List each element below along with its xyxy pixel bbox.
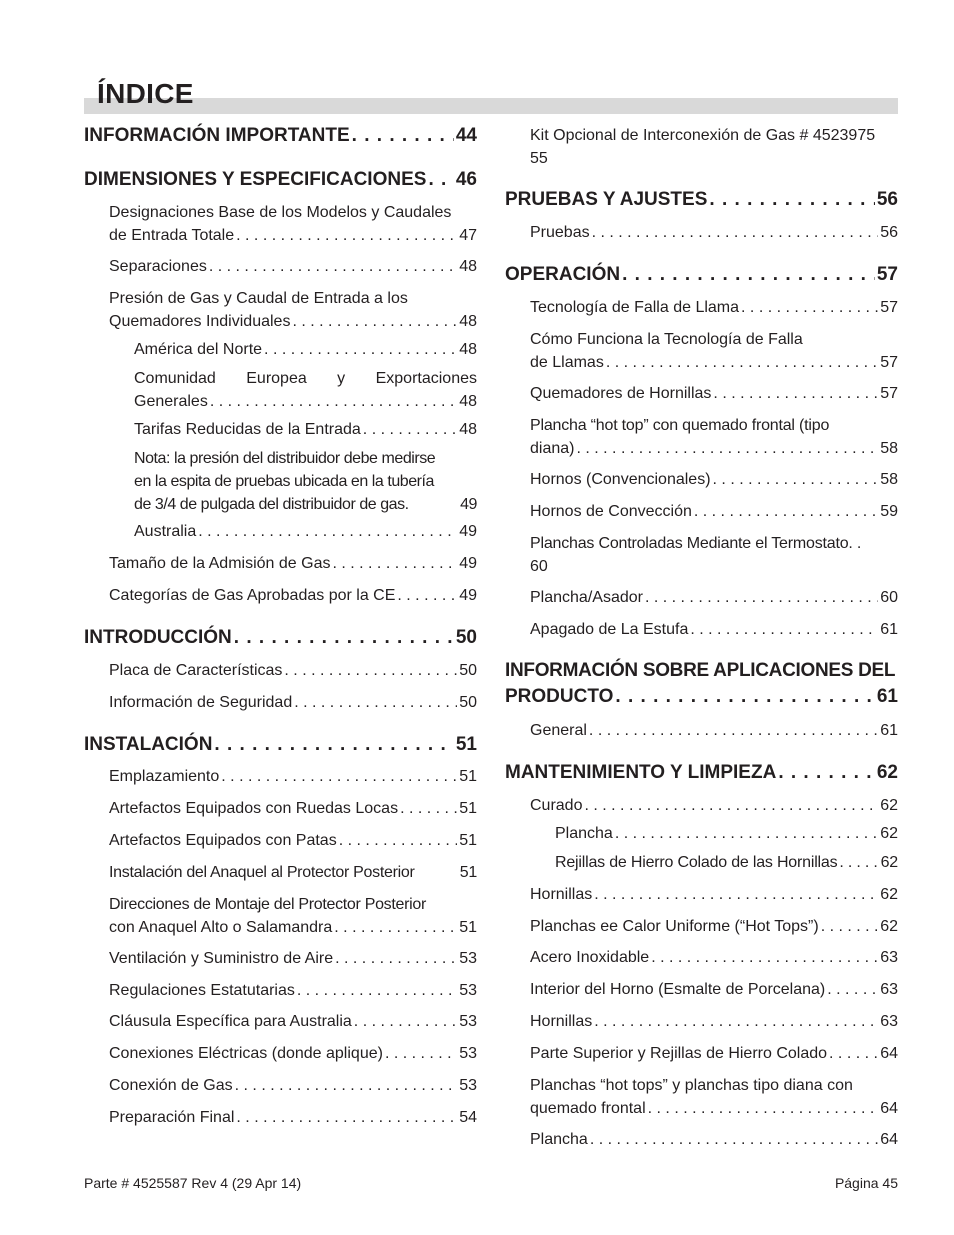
- toc-entry[interactable]: Acero Inoxidable . . . 63: [530, 946, 898, 969]
- toc-entry[interactable]: Plancha . . . 62: [555, 822, 898, 845]
- toc-entry[interactable]: Conexión de Gas . . . 53: [109, 1074, 477, 1097]
- toc-entry[interactable]: Hornos (Convencionales) . . . 58: [530, 468, 898, 491]
- toc-entry[interactable]: Presión de Gas y Caudal de Entrada a los Quemadores Individuales . . . 48: [109, 287, 477, 333]
- toc-heading[interactable]: DIMENSIONES Y ESPECIFICACIONES . . . 46: [84, 167, 477, 193]
- toc-entry[interactable]: Ventilación y Suministro de Aire . . . 53: [109, 947, 477, 970]
- toc-entry[interactable]: Australia . . . 49: [134, 520, 477, 543]
- toc-entry[interactable]: Designaciones Base de los Modelos y Caudales de Entrada Totale . . . 47: [109, 201, 477, 247]
- toc-entry[interactable]: Comunidad Europea y Exportaciones Generales . . . 48: [134, 367, 477, 413]
- toc-entry[interactable]: Separaciones . . . 48: [109, 255, 477, 278]
- toc-entry[interactable]: Emplazamiento . . . 51: [109, 765, 477, 788]
- toc-entry[interactable]: Artefactos Equipados con Ruedas Locas . . . 51: [109, 797, 477, 820]
- toc-heading[interactable]: OPERACIÓN . . . 57: [505, 262, 898, 288]
- toc-entry[interactable]: Planchas “hot tops” y planchas tipo diana con quemado frontal . . . 64: [530, 1074, 898, 1120]
- toc-entry[interactable]: Preparación Final . . . 54: [109, 1106, 477, 1129]
- toc-heading[interactable]: PRUEBAS Y AJUSTES . . . 56: [505, 187, 898, 213]
- footer-page-number: Página 45: [834, 1175, 898, 1191]
- toc-entry[interactable]: Hornos de Convección . . . 59: [530, 500, 898, 523]
- toc-heading[interactable]: INFORMACIÓN IMPORTANTE . . . 44: [84, 123, 477, 149]
- toc-entry[interactable]: Parte Superior y Rejillas de Hierro Colado . . . 64: [530, 1042, 898, 1065]
- title-bar: [84, 98, 898, 114]
- toc-entry[interactable]: Hornillas . . . 62: [530, 883, 898, 906]
- toc-heading[interactable]: INFORMACIÓN SOBRE APLICACIONES DEL PRODUCTO . . . 61: [505, 658, 898, 710]
- toc-heading[interactable]: INTRODUCCIÓN . . . 50: [84, 625, 477, 651]
- toc-entry[interactable]: Plancha “hot top” con quemado frontal (tipo diana) . . . 58: [530, 414, 898, 460]
- toc-entry[interactable]: Tecnología de Falla de Llama . . . 57: [530, 296, 898, 319]
- toc-entry[interactable]: Curado . . . 62: [530, 794, 898, 817]
- toc-entry[interactable]: Apagado de La Estufa . . . 61: [530, 618, 898, 641]
- toc-entry[interactable]: General . . . 61: [530, 719, 898, 742]
- toc-entry[interactable]: Cómo Funciona la Tecnología de Falla de Llamas . . . 57: [530, 328, 898, 374]
- toc-entry[interactable]: Cláusula Específica para Australia . . . 53: [109, 1010, 477, 1033]
- toc-entry[interactable]: América del Norte . . . 48: [134, 338, 477, 361]
- toc-entry[interactable]: Quemadores de Hornillas . . . 57: [530, 382, 898, 405]
- toc-entry[interactable]: Planchas Controladas Mediante el Termostato. . 60: [530, 535, 862, 575]
- toc-entry[interactable]: Nota: la presión del distribuidor debe medirse en la espita de pruebas ubicada en la tubería de 3/4 de pulgada del distribuidor de gas. 49: [134, 450, 477, 513]
- toc-entry[interactable]: Artefactos Equipados con Patas . . . 51: [109, 829, 477, 852]
- footer-part-number: Parte # 4525587 Rev 4 (29 Apr 14): [84, 1175, 302, 1191]
- toc-entry[interactable]: Categorías de Gas Aprobadas por la CE . . . 49: [109, 584, 477, 607]
- toc-entry[interactable]: Conexiones Eléctricas (donde aplique) . . . 53: [109, 1042, 477, 1065]
- toc-entry[interactable]: Tarifas Reducidas de la Entrada . . . 48: [134, 418, 477, 441]
- toc-entry[interactable]: Hornillas . . . 63: [530, 1010, 898, 1033]
- toc-entry[interactable]: Pruebas . . . 56: [530, 221, 898, 244]
- toc-heading[interactable]: INSTALACIÓN . . . 51: [84, 732, 477, 758]
- toc-heading[interactable]: MANTENIMIENTO Y LIMPIEZA . . . 62: [505, 760, 898, 786]
- toc-entry[interactable]: Direcciones de Montaje del Protector Posterior con Anaquel Alto o Salamandra . . . 51: [109, 893, 477, 939]
- toc-entry[interactable]: Placa de Características . . . 50: [109, 659, 477, 682]
- toc-entry[interactable]: Rejillas de Hierro Colado de las Hornillas . . . 62: [555, 851, 898, 874]
- page-title: ÍNDICE: [97, 78, 194, 109]
- toc-entry[interactable]: Instalación del Anaquel al Protector Posterior 51: [109, 864, 477, 881]
- toc-entry[interactable]: Plancha/Asador . . . 60: [530, 586, 898, 609]
- toc-entry[interactable]: Tamaño de la Admisión de Gas . . . 49: [109, 552, 477, 575]
- toc-entry[interactable]: Kit Opcional de Interconexión de Gas # 4523975 55: [530, 127, 876, 167]
- toc-entry[interactable]: Regulaciones Estatutarias . . . 53: [109, 979, 477, 1002]
- toc-entry[interactable]: Información de Seguridad . . . 50: [109, 691, 477, 714]
- toc-entry[interactable]: Planchas ee Calor Uniforme (“Hot Tops”) . . . 62: [530, 915, 898, 938]
- toc-entry[interactable]: Plancha . . . 64: [530, 1128, 898, 1151]
- toc-entry[interactable]: Interior del Horno (Esmalte de Porcelana) . . . 63: [530, 978, 898, 1001]
